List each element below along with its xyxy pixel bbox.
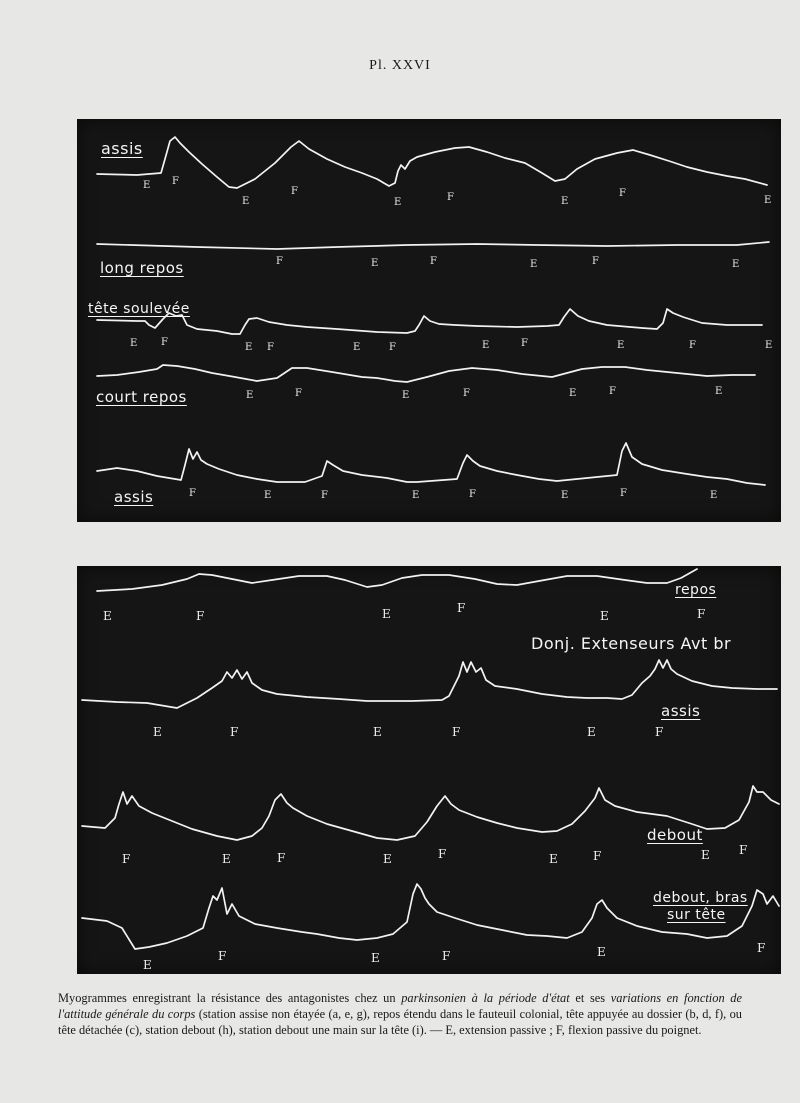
caption-italic-2: variations en fonction de l'attitude générale du corps <box>58 991 742 1021</box>
trace-assis-2 <box>97 443 765 485</box>
marker-E: E <box>412 490 420 501</box>
traces-top <box>77 119 781 522</box>
marker-E: E <box>549 852 558 866</box>
marker-F: F <box>267 342 274 353</box>
marker-F: F <box>295 388 302 399</box>
marker-E: E <box>569 388 577 399</box>
marker-E: E <box>587 725 596 739</box>
marker-F: F <box>430 256 437 267</box>
label-tete-soulevee: tête soulevée <box>88 301 190 317</box>
marker-F: F <box>689 340 696 351</box>
marker-F: F <box>230 725 239 739</box>
marker-E: E <box>600 609 609 623</box>
plate-number: Pl. XXVI <box>369 58 431 73</box>
label-assis-bottom-of-top: assis <box>114 488 154 506</box>
marker-F: F <box>189 488 196 499</box>
marker-E: E <box>222 852 231 866</box>
marker-E: E <box>373 725 382 739</box>
marker-F: F <box>609 386 616 397</box>
marker-F: F <box>521 338 528 349</box>
marker-F: F <box>447 192 454 203</box>
marker-E: E <box>715 386 723 397</box>
marker-E: E <box>561 490 569 501</box>
caption-text-3: (station assise non étayée (a, e, g), repos étendu dans le fauteuil colonial, tête appuyée au dossier (b, d, f), ou tête détachée (c), station debout (h), station debout une main sur la tête (i). — E, extension passive ; F, flexion passive du poignet. <box>58 1007 743 1037</box>
marker-F: F <box>277 851 286 865</box>
marker-E: E <box>482 340 490 351</box>
myogram-panel-top <box>77 119 781 522</box>
trace-court-repos <box>97 365 755 382</box>
marker-F: F <box>593 849 602 863</box>
marker-E: E <box>143 180 151 191</box>
marker-E: E <box>530 259 538 270</box>
label-assis-top: assis <box>101 139 143 158</box>
marker-E: E <box>402 390 410 401</box>
trace-repos <box>97 569 697 591</box>
marker-F: F <box>620 488 627 499</box>
marker-F: F <box>655 725 664 739</box>
marker-F: F <box>218 949 227 963</box>
label-debout: debout <box>647 826 703 844</box>
marker-F: F <box>757 941 766 955</box>
marker-E: E <box>764 195 772 206</box>
trace-assis-1 <box>97 137 767 188</box>
marker-F: F <box>442 949 451 963</box>
marker-F: F <box>291 186 298 197</box>
marker-E: E <box>597 945 606 959</box>
marker-E: E <box>245 342 253 353</box>
marker-F: F <box>389 342 396 353</box>
label-assis: assis <box>661 702 701 720</box>
marker-E: E <box>143 958 152 972</box>
marker-F: F <box>122 852 131 866</box>
marker-E: E <box>242 196 250 207</box>
label-sur-tete: sur tête <box>667 907 726 923</box>
marker-E: E <box>732 259 740 270</box>
marker-E: E <box>103 609 112 623</box>
caption-text-1: Myogrammes enregistrant la résistance des antagonistes chez un <box>58 991 402 1005</box>
marker-F: F <box>739 843 748 857</box>
marker-E: E <box>617 340 625 351</box>
marker-F: F <box>619 188 626 199</box>
caption-italic-1: parkinsonien à la période d'état <box>401 991 570 1005</box>
marker-F: F <box>469 489 476 500</box>
marker-F: F <box>697 607 706 621</box>
label-debout-bras: debout, bras <box>653 890 748 906</box>
label-long-repos: long repos <box>100 259 184 277</box>
trace-tete-soulevee <box>97 309 762 334</box>
trace-assis <box>82 660 777 708</box>
myogram-panel-bottom <box>77 566 781 974</box>
label-court-repos: court repos <box>96 388 187 406</box>
marker-E: E <box>382 607 391 621</box>
marker-E: E <box>371 951 380 965</box>
marker-E: E <box>246 390 254 401</box>
marker-E: E <box>371 258 379 269</box>
marker-E: E <box>561 196 569 207</box>
marker-E: E <box>765 340 773 351</box>
marker-E: E <box>264 490 272 501</box>
marker-F: F <box>321 490 328 501</box>
caption-text-2: et ses <box>569 991 611 1005</box>
marker-F: F <box>457 601 466 615</box>
marker-E: E <box>383 852 392 866</box>
marker-F: F <box>161 337 168 348</box>
marker-F: F <box>196 609 205 623</box>
marker-E: E <box>701 848 710 862</box>
marker-F: F <box>452 725 461 739</box>
marker-E: E <box>353 342 361 353</box>
marker-E: E <box>153 725 162 739</box>
marker-E: E <box>130 338 138 349</box>
marker-F: F <box>463 388 470 399</box>
marker-F: F <box>438 847 447 861</box>
trace-long-repos <box>97 242 769 249</box>
marker-F: F <box>276 256 283 267</box>
label-repos: repos <box>675 582 717 598</box>
marker-F: F <box>172 176 179 187</box>
marker-E: E <box>710 490 718 501</box>
marker-F: F <box>592 256 599 267</box>
annotation-extenseurs: Donj. Extenseurs Avt br <box>531 634 732 653</box>
marker-E: E <box>394 197 402 208</box>
figure-caption <box>58 990 742 1038</box>
